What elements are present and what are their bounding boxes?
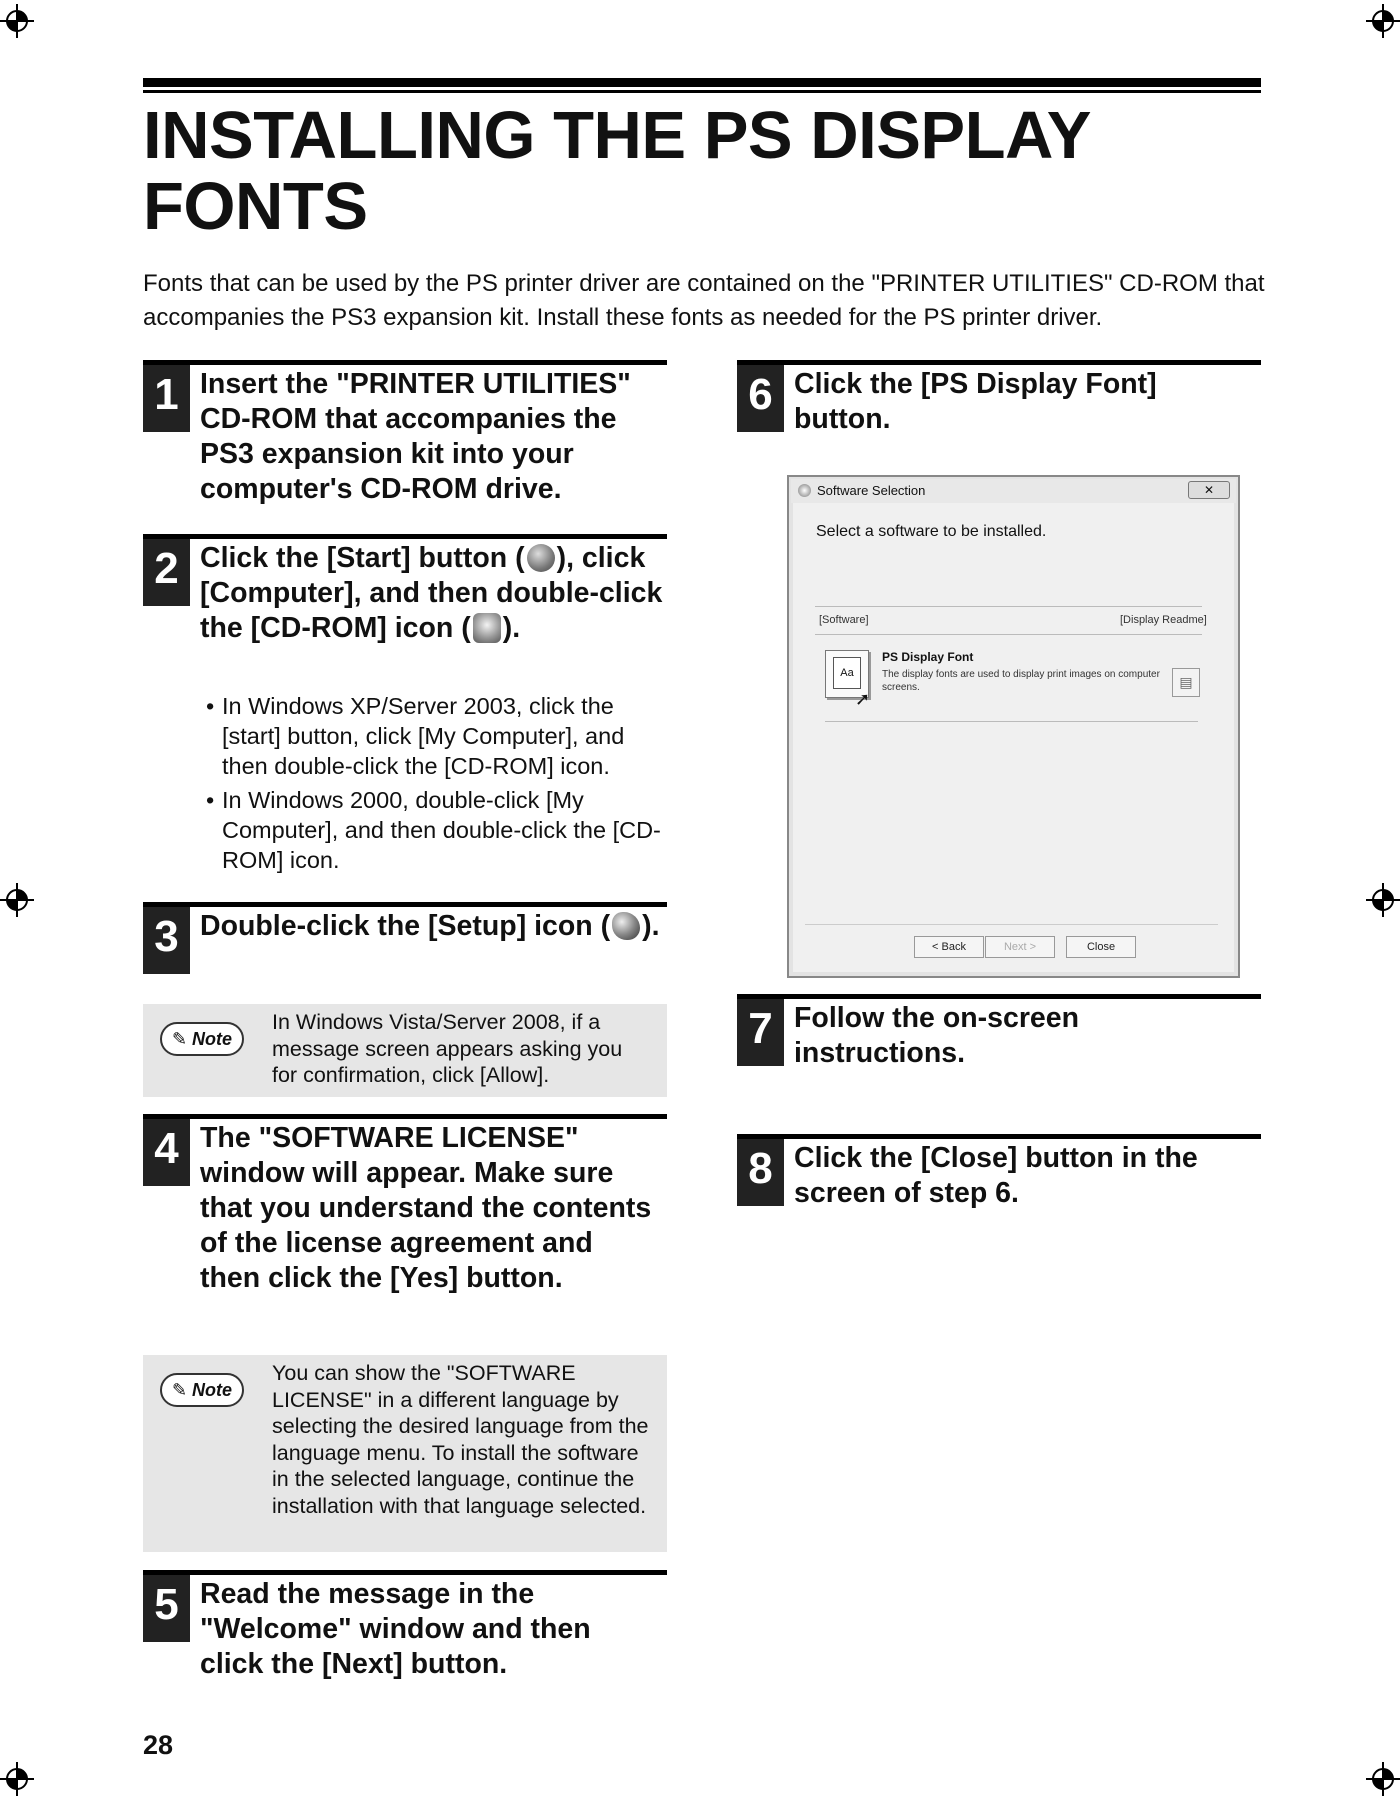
- setup-icon: [612, 912, 640, 940]
- registration-mark-icon: [1366, 4, 1400, 38]
- divider: [815, 634, 1202, 635]
- note-text: In Windows Vista/Server 2008, if a message screen appears asking you for confirmation, click [Allow].: [272, 1010, 623, 1087]
- step-number: 2: [143, 539, 190, 606]
- step-3: [143, 902, 667, 992]
- windows-start-icon: [527, 544, 555, 572]
- registration-mark-icon: [0, 1762, 34, 1796]
- note-box: [143, 1355, 667, 1552]
- step-text: ), click [Computer], and then double-click the [CD-ROM] icon (: [200, 542, 663, 644]
- step-number: 5: [143, 1575, 190, 1642]
- top-rule: [143, 78, 1261, 87]
- back-button[interactable]: < Back: [914, 936, 984, 958]
- bullet-item: • In Windows XP/Server 2003, click the [start] button, click [My Computer], and then double-click the [CD-ROM] icon.: [206, 691, 666, 781]
- font-file-icon: Aa: [833, 657, 861, 689]
- dialog-prompt: Select a software to be installed.: [816, 523, 1047, 540]
- step-number: 6: [737, 365, 784, 432]
- step-number: 7: [737, 999, 784, 1066]
- bullet-item: • In Windows 2000, double-click [My Computer], and then double-click the [CD-ROM] icon.: [206, 785, 666, 875]
- step-number: 1: [143, 365, 190, 432]
- step-text: Click the [Start] button (: [200, 542, 525, 574]
- note-badge: ✎ Note: [160, 1373, 244, 1407]
- step-6: [737, 360, 1261, 440]
- step-7: [737, 994, 1261, 1074]
- note-text: You can show the "SOFTWARE LICENSE" in a different language by selecting the desired language from the language menu. To install the software in the selected language, continue the installation with that language selected.: [272, 1361, 649, 1518]
- software-selection-dialog: [787, 475, 1240, 978]
- step-number: 3: [143, 907, 190, 974]
- step-heading: [200, 909, 670, 944]
- step-heading: Insert the "PRINTER UTILITIES" CD-ROM that accompanies the PS3 expansion kit into your computer's CD-ROM drive.: [200, 368, 631, 505]
- step-4: [143, 1114, 667, 1334]
- registration-mark-icon: [1366, 883, 1400, 917]
- dialog-title: Software Selection: [817, 483, 926, 498]
- step-number: 8: [737, 1139, 784, 1206]
- step-bullets: [206, 691, 666, 879]
- note-badge: ✎ Note: [160, 1022, 244, 1056]
- top-rule-thin: [143, 90, 1261, 93]
- note-box: [143, 1004, 667, 1097]
- step-number: 4: [143, 1119, 190, 1186]
- registration-mark-icon: [0, 4, 34, 38]
- column-header-software: [Software]: [819, 614, 869, 626]
- intro-paragraph: Fonts that can be used by the PS printer driver are contained on the "PRINTER UTILITIES" CD-ROM that accompanies the PS3 expansion kit. Install these fonts as needed for the PS printer driver.: [143, 270, 1265, 331]
- step-heading: Follow the on-screen instructions.: [794, 1002, 1080, 1069]
- step-8: [737, 1134, 1261, 1214]
- registration-mark-icon: [1366, 1762, 1400, 1796]
- cd-rom-icon: [473, 613, 501, 643]
- step-heading: The "SOFTWARE LICENSE" window will appear. Make sure that you understand the contents of the license agreement and then click the [Yes] button.: [200, 1122, 652, 1294]
- divider: [825, 721, 1198, 722]
- step-heading: Click the [Close] button in the screen of step 6.: [794, 1142, 1198, 1209]
- step-text: Double-click the [Setup] icon (: [200, 910, 611, 942]
- step-2: [143, 534, 667, 884]
- step-text: ).: [502, 612, 521, 644]
- next-button[interactable]: Next >: [985, 936, 1055, 958]
- dialog-app-icon: [798, 484, 811, 497]
- column-header-readme: [Display Readme]: [1120, 614, 1207, 626]
- divider: [805, 924, 1218, 925]
- step-text: ).: [642, 910, 660, 942]
- page-title: INSTALLING THE PS DISPLAY FONTS: [143, 98, 1090, 244]
- step-5: [143, 1570, 667, 1690]
- page-number: 28: [143, 1730, 174, 1760]
- step-1: [143, 360, 667, 510]
- step-heading: Read the message in the "Welcome" window and then click the [Next] button.: [200, 1578, 591, 1680]
- item-name: PS Display Font: [882, 650, 974, 664]
- dialog-titlebar: [791, 479, 1236, 503]
- step-heading: Click the [PS Display Font] button.: [794, 368, 1157, 435]
- divider: [815, 606, 1202, 607]
- display-readme-button[interactable]: ▤: [1172, 668, 1200, 697]
- step-heading: [200, 541, 670, 646]
- registration-mark-icon: [0, 883, 34, 917]
- dialog-close-button[interactable]: ✕: [1188, 481, 1230, 499]
- close-button[interactable]: Close: [1066, 936, 1136, 958]
- item-description: The display fonts are used to display print images on computer screens.: [882, 669, 1160, 693]
- mouse-cursor-icon: ➚: [855, 689, 871, 709]
